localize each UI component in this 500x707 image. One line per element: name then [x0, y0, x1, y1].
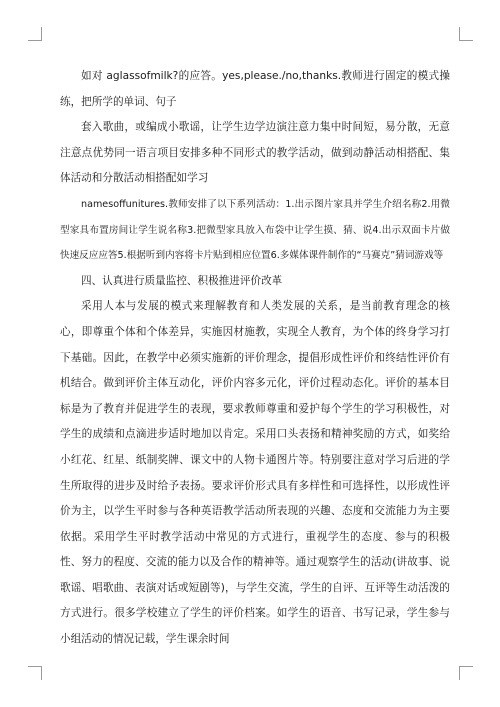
crop-mark-bottom-left-v: [41, 666, 42, 680]
paragraph-evaluation-reform: 采用人本与发展的模式来理解教育和人类发展的关系，是当前教育理念的核心，即尊重个体和个体差异，实施因材施教，实现全人教育，为个体的终身学习打下基础。因此，在教学中必须实施新的评价理念，提倡形成性评价和终结性评价有机结合。做到评价主体互动化，评价内容多元化，评价过程动态化。评价的基本目标是为了教育并促进学生的表现，要求教师尊重和爱护每个学生的学习积极性，对学生的成绩和点滴进步适时地加以肯定。采用口头表扬和精神奖励的方式，如奖给小红花、红星、纸制奖牌、课文中的人物卡通图片等。特别要注意对学习后进的学生所取得的进步及时给予表扬。要求评价形式具有多样性和可选择性，以形成性评价为主，以学生平时参与各种英语教学活动所表现的兴趣、态度和交流能力为主要依据。采用学生平时教学活动中常见的方式进行，重视学生的态度、参与的积极性、努力的程度、交流的能力以及合作的精神等。通过观察学生的活动(讲故事、说歌谣、唱歌曲、表演对话或短剧等)，与学生交流，学生的自评、互评等生动活泼的方式进行。很多学校建立了学生的评价档案。如学生的语音、书写记录，学生参与小组活动的情况记载，学生课余时间: [60, 300, 450, 646]
crop-mark-top-left-h: [28, 40, 42, 41]
paragraph-songs-activities: 套入歌曲，或编成小歌谣，让学生边学边演注意力集中时间短，易分散，无意注意点优势同一语言项目安排多种不同形式的教学活动，做到动静活动相搭配、集体活动和分散活动相搭配如学习: [60, 121, 450, 185]
paragraph-response-drill: 如对 aglassofmilk?的应答。yes,please./no,thanks.教师进行固定的模式操练，把所学的单词、句子: [60, 70, 450, 108]
crop-mark-top-left-v: [41, 27, 42, 41]
crop-mark-bottom-left-h: [28, 666, 42, 667]
section-heading-evaluation: 四、认真进行质量监控、积极推进评价改革: [81, 274, 283, 287]
crop-mark-bottom-right-h: [459, 666, 473, 667]
crop-mark-top-right-v: [459, 27, 460, 41]
crop-mark-top-right-h: [459, 40, 473, 41]
crop-mark-bottom-right-v: [459, 666, 460, 680]
paragraph-furniture-activities: namesoffunitures.教师安排了以下系列活动：1.出示图片家具并学生介绍名称2.用微型家具布置房间让学生说名称3.把微型家具放入布袋中让学生摸、猜、说4.出示双面卡片做快速反应应答5.根据听到内容将卡片贴到相应位置6.多媒体课件制作的“马赛克”猜词游戏等: [60, 198, 450, 262]
document-body: [60, 64, 450, 653]
